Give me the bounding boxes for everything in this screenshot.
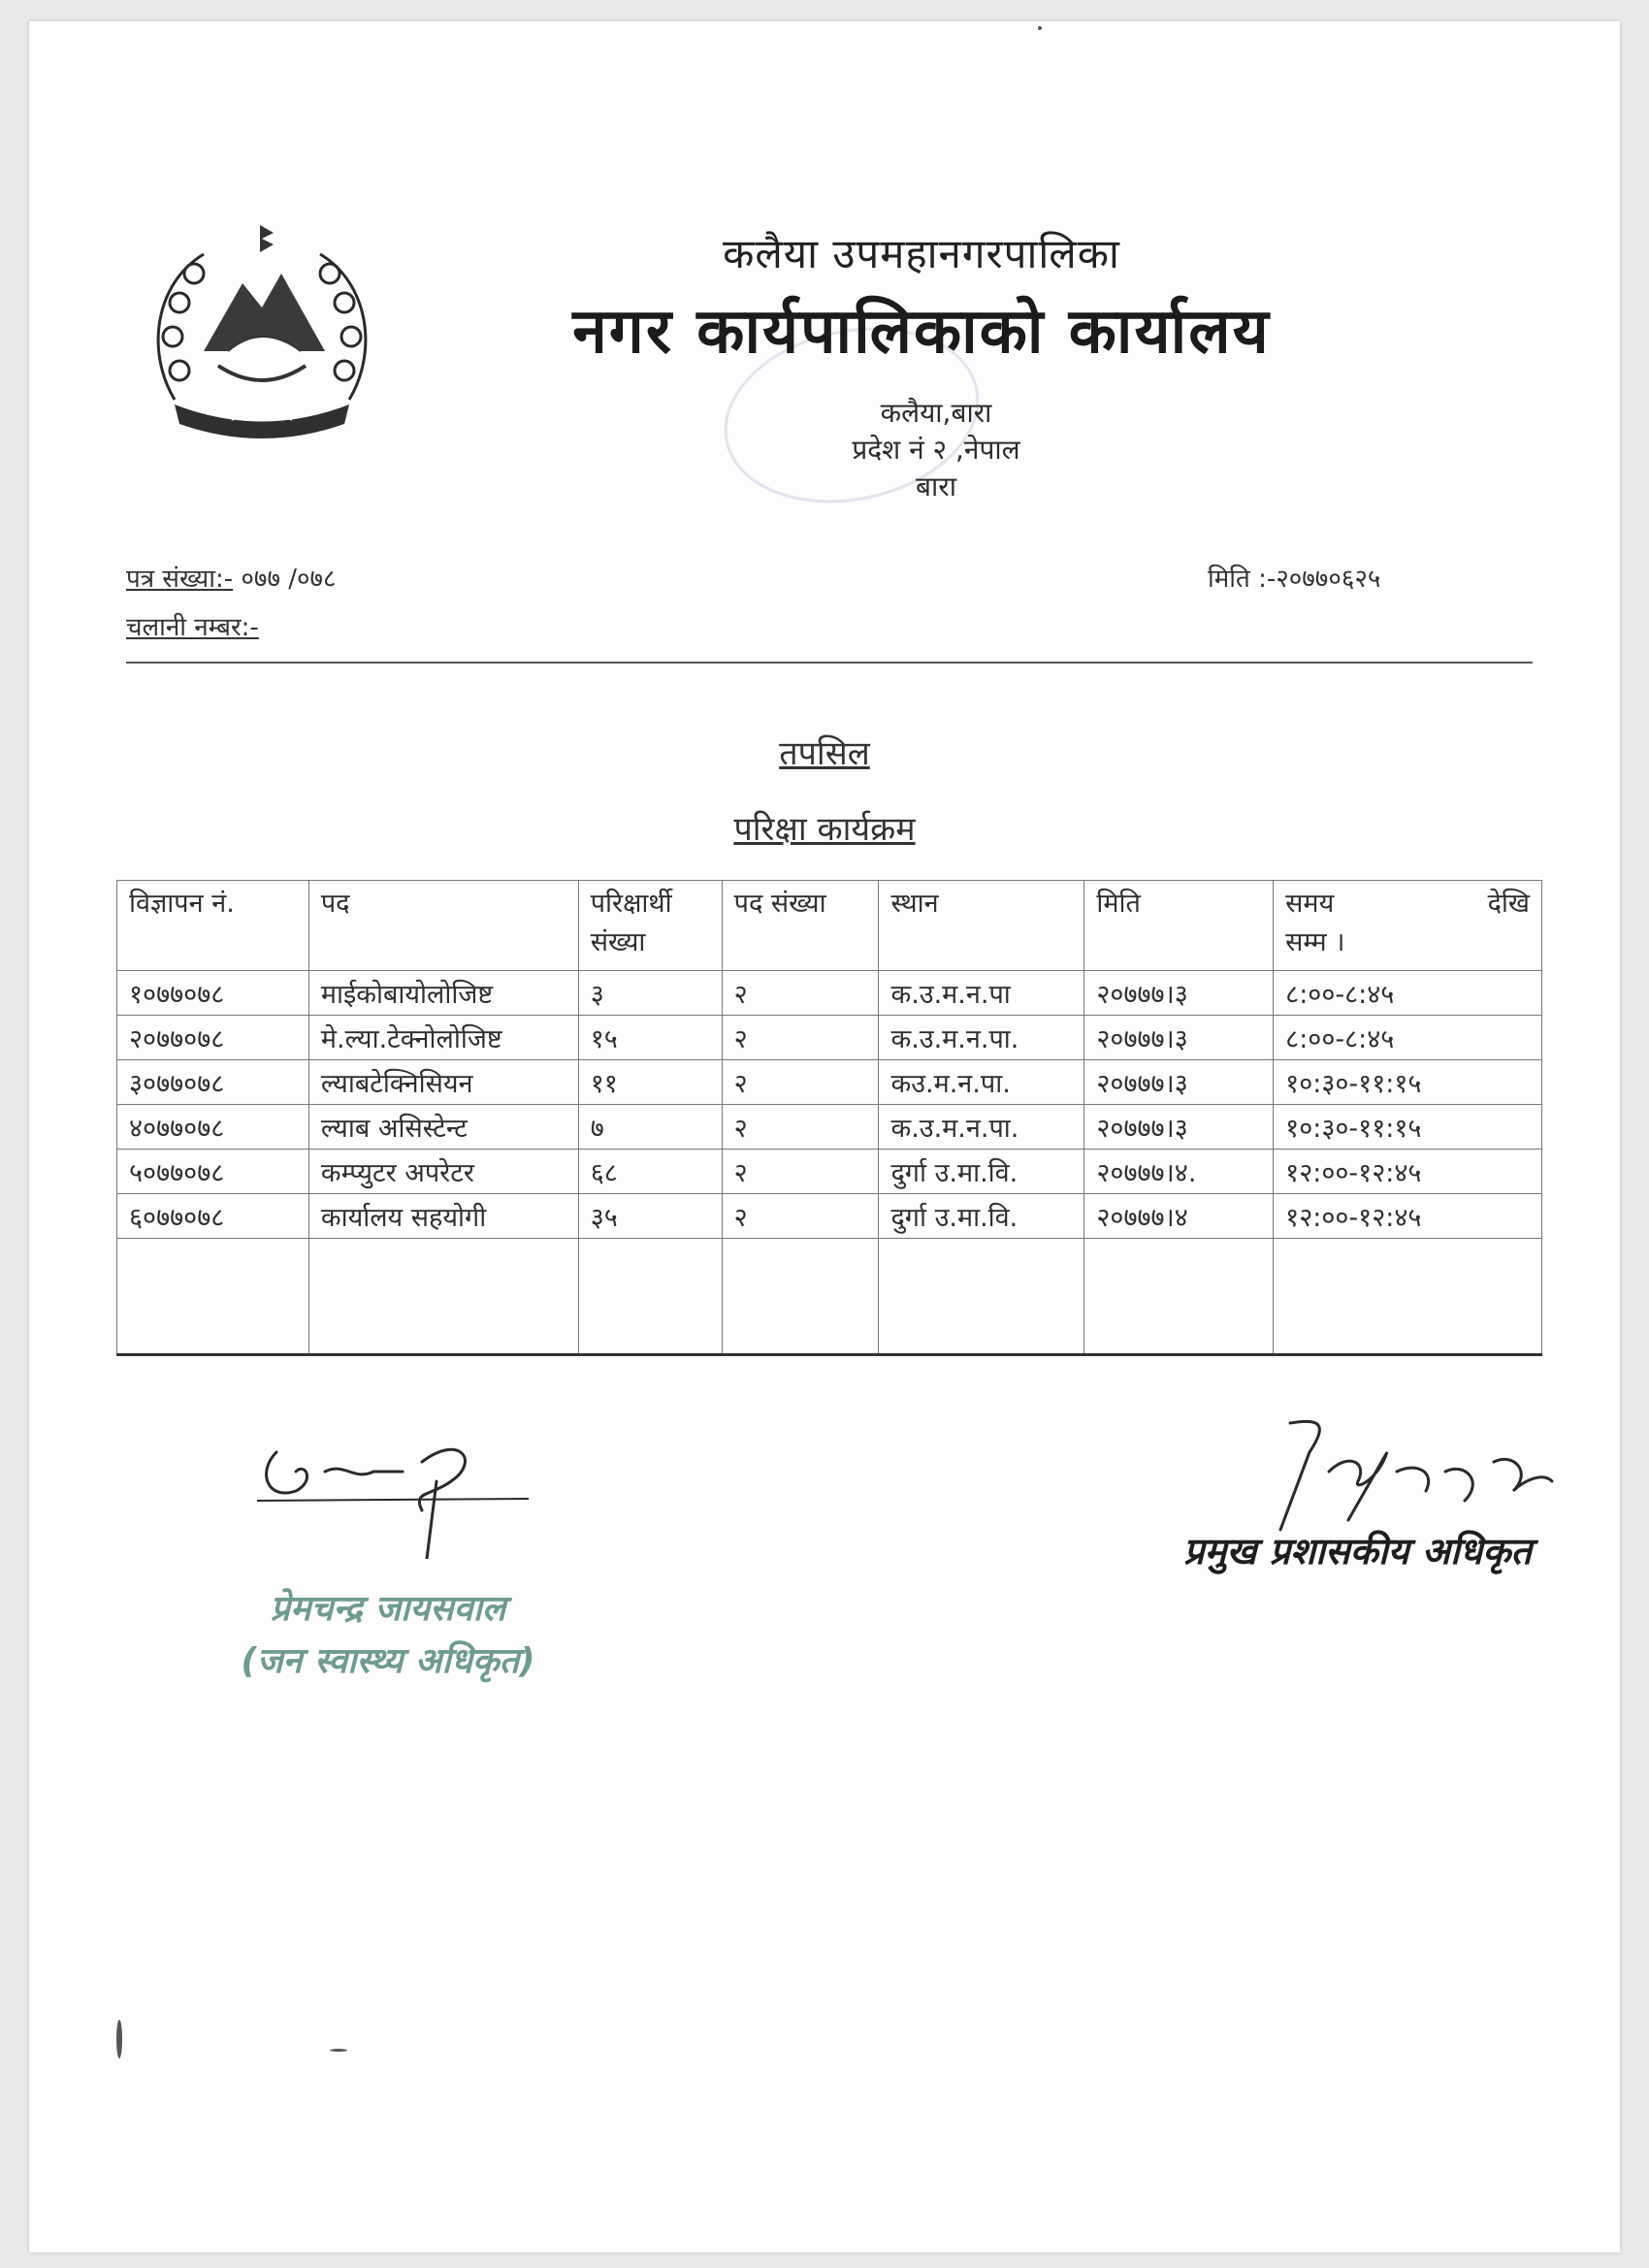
dispatch-number — [126, 608, 259, 643]
scan-speck — [1038, 26, 1042, 30]
cell-time: ८:००-८:४५ — [1274, 971, 1542, 1016]
section-subtitle: परिक्षा कार्यक्रम — [733, 810, 916, 849]
cell-ad: १०७७०७८ — [117, 971, 309, 1016]
header-examinees-line1: परिक्षार्थी — [590, 889, 672, 919]
cell-count: २ — [722, 1105, 879, 1150]
date-label: मिति :- — [1208, 565, 1277, 594]
header-time — [1274, 881, 1542, 971]
svg-text:• • • • • • •: • • • • • • • — [229, 413, 295, 426]
cell-count: २ — [722, 1150, 879, 1194]
table-row — [117, 971, 1542, 1016]
cell-count: २ — [722, 1194, 879, 1239]
table-row — [117, 1060, 1542, 1105]
cell-time: १२:००-१२:४५ — [1274, 1150, 1542, 1194]
cell-venue: क.उ.म.न.पा. — [879, 1016, 1084, 1060]
table-row-empty — [117, 1239, 1542, 1355]
date-value: २०७७०६२५ — [1276, 565, 1381, 594]
cell-time: ८:००-८:४५ — [1274, 1016, 1542, 1060]
letter-date — [1208, 560, 1380, 595]
table-row — [117, 1016, 1542, 1060]
cell-date: २०७७७।४ — [1084, 1194, 1274, 1239]
office-name: नगर कार्यपालिकाको कार्यालय — [572, 296, 1271, 368]
signature-right — [1261, 1413, 1571, 1539]
header-venue: स्थान — [879, 881, 1084, 971]
header-time-c: सम्म । — [1285, 927, 1345, 957]
header-examinees — [578, 881, 722, 971]
header-divider — [126, 662, 1533, 664]
scan-speck — [330, 2049, 347, 2052]
cell-examinees: ३५ — [578, 1194, 722, 1239]
cell-post: मे.ल्या.टेक्नोलोजिष्ट — [308, 1016, 578, 1060]
cell-post: कार्यालय सहयोगी — [308, 1194, 578, 1239]
cell-date: २०७७७।४. — [1084, 1150, 1274, 1194]
table-header-row — [117, 881, 1542, 971]
cell-venue: दुर्गा उ.मा.वि. — [879, 1194, 1084, 1239]
reference-label: पत्र संख्या:- — [126, 565, 234, 594]
cell-ad: ३०७७०७८ — [117, 1060, 309, 1105]
cell-venue: क.उ.म.न.पा — [879, 971, 1084, 1016]
cell-ad: २०७७०७८ — [117, 1016, 309, 1060]
table-row — [117, 1194, 1542, 1239]
header-post-count: पद संख्या — [722, 881, 879, 971]
section-title: तपसिल — [779, 734, 870, 773]
exam-schedule-table — [116, 880, 1542, 1356]
chief-officer-title: प्रमुख प्रशासकीय अधिकृत — [1183, 1530, 1533, 1572]
cell-ad: ५०७७०७८ — [117, 1150, 309, 1194]
municipality-name: कलैया उपमहानगरपालिका — [723, 230, 1120, 277]
header-ad-no: विज्ञापन नं. — [117, 881, 309, 971]
document-page — [29, 21, 1620, 2252]
office-address — [776, 395, 1096, 505]
cell-examinees: ६८ — [578, 1150, 722, 1194]
address-line-2: प्रदेश नं २ ,नेपाल — [852, 434, 1020, 466]
cell-ad: ६०७७०७८ — [117, 1194, 309, 1239]
cell-post: माईकोबायोलोजिष्ट — [308, 971, 578, 1016]
header-examinees-line2: संख्या — [590, 927, 646, 957]
cell-examinees: ३ — [578, 971, 722, 1016]
cell-examinees: १५ — [578, 1016, 722, 1060]
cell-date: २०७७७।३ — [1084, 1105, 1274, 1150]
letterhead — [456, 225, 1387, 371]
reference-number — [126, 560, 337, 595]
cell-post: ल्याबटेक्निसियन — [308, 1060, 578, 1105]
cell-examinees: ७ — [578, 1105, 722, 1150]
cell-count: २ — [722, 971, 879, 1016]
reference-value: ०७७ /०७८ — [241, 565, 337, 594]
cell-date: २०७७७।३ — [1084, 971, 1274, 1016]
header-date: मिति — [1084, 881, 1274, 971]
cell-post: कम्प्युटर अपरेटर — [308, 1150, 578, 1194]
cell-date: २०७७७।३ — [1084, 1016, 1274, 1060]
address-line-1: कलैया,बारा — [880, 397, 992, 429]
cell-post: ल्याब असिस्टेन्ट — [308, 1105, 578, 1150]
table-row — [117, 1150, 1542, 1194]
table-row — [117, 1105, 1542, 1150]
cell-venue: क.उ.म.न.पा. — [879, 1105, 1084, 1150]
cell-time: १०:३०-११:१५ — [1274, 1105, 1542, 1150]
cell-venue: दुर्गा उ.मा.वि. — [879, 1150, 1084, 1194]
header-post: पद — [308, 881, 578, 971]
officer-stamp — [213, 1583, 563, 1688]
cell-count: २ — [722, 1060, 879, 1105]
officer-designation: (जन स्वास्थ्य अधिकृत) — [241, 1641, 535, 1681]
header-time-a: समय — [1285, 889, 1335, 919]
officer-name: प्रेमचन्द्र जायसवाल — [270, 1589, 506, 1629]
cell-count: २ — [722, 1016, 879, 1060]
cell-time: १०:३०-११:१५ — [1274, 1060, 1542, 1105]
cell-date: २०७७७।३ — [1084, 1060, 1274, 1105]
cell-examinees: ११ — [578, 1060, 722, 1105]
dispatch-label: चलानी नम्बर:- — [126, 613, 259, 642]
signature-left — [238, 1413, 548, 1559]
cell-time: १२:००-१२:४५ — [1274, 1194, 1542, 1239]
cell-venue: कउ.म.न.पा. — [879, 1060, 1084, 1105]
scan-speck — [116, 2020, 122, 2058]
address-line-3: बारा — [916, 470, 956, 502]
header-time-b: देखि — [1487, 889, 1530, 919]
cell-ad: ४०७७०७८ — [117, 1105, 309, 1150]
nepal-emblem-icon — [136, 206, 388, 438]
